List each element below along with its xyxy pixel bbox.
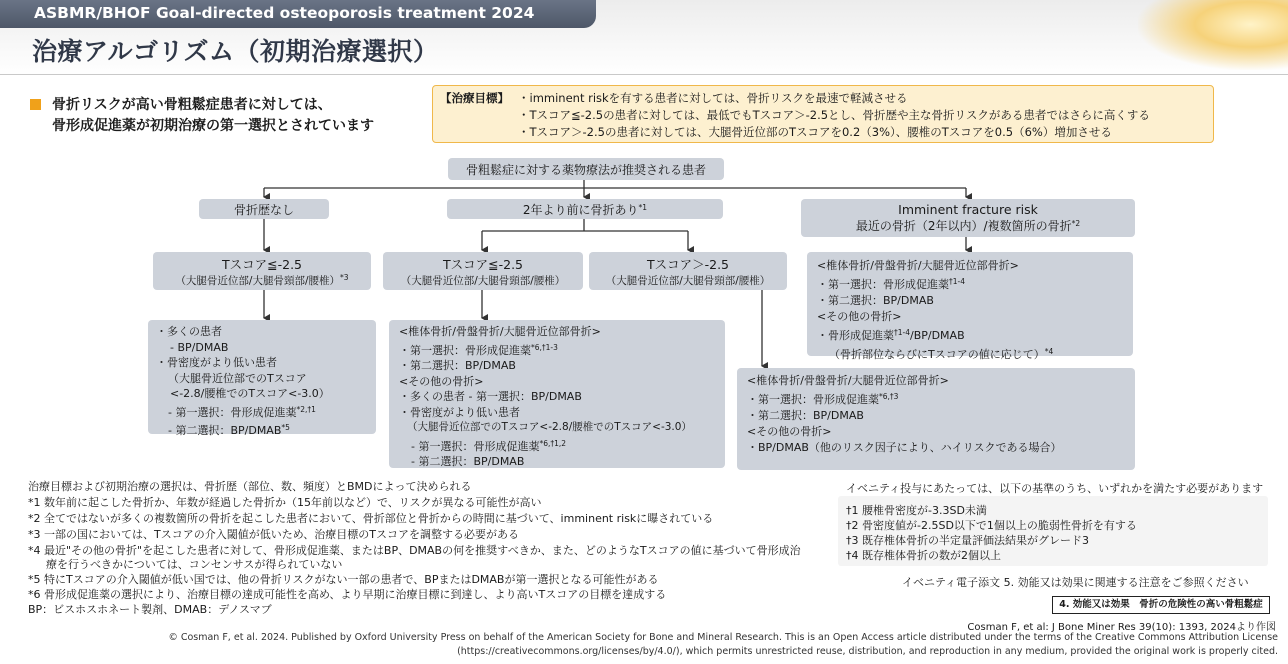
md-other-fracture-heading: <その他の骨折> (399, 374, 484, 388)
rt-other-choice-footnote: †1-4 (894, 328, 910, 337)
imminent-risk-subtitle (856, 217, 1080, 234)
abbreviations: BP：ビスホスホネート製剤、DMAB：デノスマブ (28, 603, 272, 616)
header-ribbon: ASBMR/BHOF Goal-directed osteoporosis treatment 2024 (0, 0, 596, 28)
imminent-risk-footnote: *2 (1071, 219, 1081, 228)
rt-other-note (817, 344, 1133, 363)
tscore-left-box (153, 252, 371, 290)
md-first-choice-text: ・第一選択：骨形成促進薬 (399, 343, 531, 357)
md-many-patients: ・多くの患者 - 第一選択：BP/DMAB (399, 390, 582, 403)
tscore-mid-title: Tスコア≦-2.5 (443, 256, 523, 272)
md-low-bmd: ・骨密度がより低い患者 (399, 405, 520, 419)
ld-bp-dmab: - BP/DMAB (170, 340, 229, 354)
md-tscore-threshold: （大腿骨近位部でのTスコア<-2.8/腰椎でのTスコア<-3.0） (407, 421, 692, 433)
criterion-2: †2 骨密度値が-2.5SD以下で1個以上の脆弱性骨折を有する (846, 519, 1137, 532)
rt-fracture-group-heading: <椎体骨折/骨盤骨折/大腿骨近位部骨折> (817, 259, 1019, 272)
rt-other-note-text: （骨折部位ならびにTスコアの値に応じて） (829, 348, 1045, 361)
root-label: 骨粗鬆症に対する薬物療法が推奨される患者 (465, 162, 706, 177)
treatment-goal-line-1: ・imminent riskを有する患者に対しては、骨折リスクを最速で軽減させる (518, 91, 908, 105)
tscore-gt-box (589, 252, 787, 290)
criterion-4: †4 既存椎体骨折の数が2個以上 (846, 549, 1001, 562)
rt-other-fracture-heading: <その他の骨折> (817, 310, 902, 323)
criteria-intro: イベニティ投与にあたっては、以下の基準のうち、いずれかを満たす必要があります (846, 482, 1264, 495)
ld-low-bmd: ・骨密度がより低い患者 (156, 356, 277, 369)
md-second-choice: ・第二選択：BP/DMAB (399, 359, 516, 372)
rb-second-choice: ・第二選択：BP/DMAB (747, 409, 864, 422)
imminent-risk-box (801, 199, 1135, 237)
tscore-mid-box (383, 252, 583, 290)
rt-first-choice (817, 274, 1133, 293)
ld-first-choice (156, 402, 376, 421)
footnote-4a: *4 最近"その他の骨折"を起こした患者に対して、骨形成促進薬、またはBP、DMABの何を推奨すべきか、また、どのようなTスコアの値に基づいて骨形成治 (28, 544, 801, 557)
criterion-3: †3 既存椎体骨折の半定量評価法結果がグレード3 (846, 534, 1089, 547)
no-fracture-label: 骨折歴なし (233, 202, 294, 217)
copyright-line-2: (https://creativecommons.org/licenses/by/4.0/), which permits unrestricted reuse, distribution, and reproduction in any medium, provided the original work is properly cited. (457, 646, 1278, 657)
ld-second-choice-footnote: *5 (281, 423, 290, 432)
rt-second-choice: ・第二選択：BP/DMAB (817, 294, 934, 307)
ld-spine-tscore: <-2.8/腰椎でのTスコア<-3.0） (170, 387, 330, 400)
tscore-gt-title: Tスコア＞-2.5 (646, 256, 730, 272)
md-low-bmd-first-choice-text: - 第一選択：骨形成促進薬 (411, 439, 540, 453)
mid-detail-box (389, 320, 725, 468)
imminent-risk-subtitle-text: 最近の骨折（2年以内）/複数箇所の骨折 (855, 219, 1072, 233)
footnote-intro: 治療目標および初期治療の選択は、骨折歴（部位、数、頻度）とBMDによって決められる (28, 480, 472, 493)
root-box (448, 158, 724, 180)
treatment-goals-label: 【治療目標】 (440, 91, 509, 105)
rt-other-choice-alt: /BP/DMAB (910, 329, 965, 342)
rt-first-choice-text: ・第一選択：骨形成促進薬 (817, 278, 949, 291)
tscore-left-title: Tスコア≦-2.5 (222, 256, 302, 272)
indication-tag: 4. 効能又は効果 骨折の危険性の高い骨粗鬆症 (1052, 596, 1270, 614)
tscore-left-footnote: *3 (340, 272, 349, 282)
footnote-4b: 療を行うべきかについては、コンセンサスが得られていない (46, 558, 343, 571)
treatment-goal-line-3: ・Tスコア＞-2.5の患者に対しては、大腿骨近位部のTスコアを0.2（3%）、腰椎のTスコアを0.5（6%）増加させる (518, 125, 1112, 139)
md-fracture-group-heading: <椎体骨折/骨盤骨折/大腿骨近位部骨折> (399, 325, 601, 338)
citation-reference: Cosman F, et al: J Bone Miner Res 39(10): 1393, 2024より作図 (967, 622, 1276, 633)
ld-many-patients: ・多くの患者 (156, 325, 222, 338)
rt-other-choice-text: ・骨形成促進薬 (817, 329, 894, 342)
md-low-bmd-second-choice: - 第二選択：BP/DMAB (411, 455, 525, 468)
footnote-3: *3 一部の国においては、Tスコアの介入閾値が低いため、治療目標のTスコアを調整する必要がある (28, 528, 519, 541)
footnote-5: *5 特にTスコアの介入閾値が低い国では、他の骨折リスクがない一部の患者で、BPまたはDMABが第一選択となる可能性がある (28, 573, 659, 586)
package-insert-note: イベニティ電子添文 5. 効能又は効果に関連する注意をご参照ください (902, 576, 1249, 589)
md-first-choice-footnote: *6,†1-3 (531, 342, 558, 352)
footnote-1: *1 数年前に起こした骨折か、年数が経過した骨折か（15年前以など）で、リスクが異なる可能性が高い (28, 496, 542, 509)
rb-fracture-group-heading: <椎体骨折/骨盤骨折/大腿骨近位部骨折> (747, 374, 949, 387)
lead-line-1: 骨折リスクが高い骨粗鬆症患者に対しては、 (52, 97, 332, 113)
rb-first-choice-footnote: *6,†3 (879, 392, 899, 401)
rt-other-note-footnote: *4 (1044, 347, 1054, 356)
tscore-left-site-text: （大腿骨近位部/大腿骨頸部/腰椎） (175, 274, 341, 287)
prior-fracture-footnote: *1 (638, 202, 648, 212)
rt-other-choice (817, 325, 1133, 344)
tscore-mid-site: （大腿骨近位部/大腿骨頸部/腰椎） (400, 274, 566, 287)
tscore-gt-site: （大腿骨近位部/大腿骨頸部/腰椎） (605, 274, 771, 287)
footnote-2: *2 全てではないが多くの複数箇所の骨折を起こした患者において、骨折部位と骨折からの時間に基づいて、imminent riskに曝されている (28, 512, 714, 525)
ld-first-choice-footnote: *2,†1 (296, 404, 316, 414)
right-top-detail-box (807, 252, 1133, 361)
lead-line-2: 骨形成促進薬が初期治療の第一選択とされています (52, 118, 374, 134)
imminent-risk-title: Imminent fracture risk (898, 202, 1038, 217)
page-title: 治療アルゴリズム（初期治療選択） (32, 37, 439, 66)
md-low-bmd-first-choice-footnote: *6,†1,2 (539, 438, 567, 448)
rt-first-choice-footnote: †1-4 (949, 277, 965, 286)
md-first-choice (399, 340, 725, 359)
rb-first-choice-text: ・第一選択：骨形成促進薬 (747, 393, 879, 406)
rb-other-choice: ・BP/DMAB（他のリスク因子により、ハイリスクである場合） (747, 441, 1062, 454)
rb-first-choice (747, 389, 1135, 408)
copyright-line-1: © Cosman F, et al. 2024. Published by Oxford University Press on behalf of the American Society for Bone and Mineral Research. This is an Open Access article distributed under the terms of the Creative Commons Attribution License (168, 632, 1278, 643)
right-bottom-detail-box (737, 368, 1135, 470)
md-low-bmd-first-choice (399, 436, 725, 455)
ld-second-choice-text: - 第二選択：BP/DMAB (168, 424, 282, 437)
treatment-goal-line-2: ・Tスコア≦-2.5の患者に対しては、最低でもTスコア＞-2.5とし、骨折歴や主な骨折リスクがある患者ではさらに高くする (518, 108, 1150, 122)
no-fracture-box (199, 199, 329, 219)
prior-fracture-label (523, 201, 647, 218)
footnote-6: *6 骨形成促進薬の選択により、治療目標の達成可能性を高め、より早期に治療目標に到達し、より高いTスコアの目標を達成する (28, 588, 667, 601)
ld-hip-tscore: （大腿骨近位部でのTスコア (168, 371, 307, 385)
tscore-left-site (175, 273, 348, 288)
left-detail-box (148, 320, 376, 437)
criterion-1: †1 腰椎骨密度が-3.3SD未満 (846, 504, 987, 517)
prior-fracture-text: 2年より前に骨折あり (522, 202, 639, 217)
rb-other-fracture-heading: <その他の骨折> (747, 425, 832, 438)
ld-first-choice-text: - 第一選択：骨形成促進薬 (168, 405, 297, 419)
ld-second-choice (156, 420, 376, 439)
prior-fracture-box (447, 199, 723, 219)
